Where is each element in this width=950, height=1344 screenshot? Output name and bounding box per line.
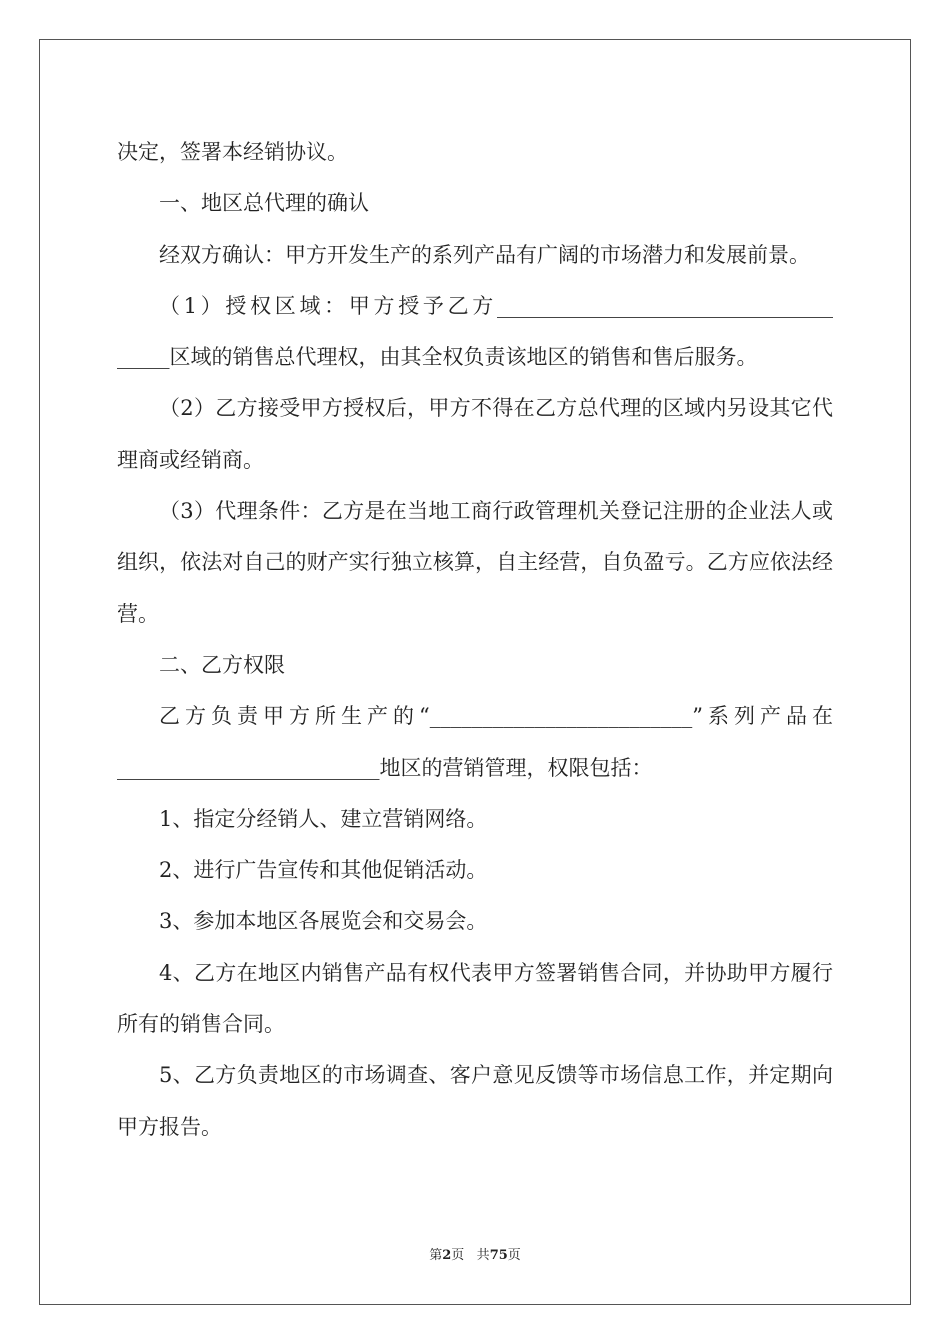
paragraph: （1）授权区域：甲方授予乙方________________________________ _____区域的销售总代理权，由其全权负责该地区的销售和售后服务。 [117,293,833,370]
document-body [117,127,833,1153]
section-heading: 一、地区总代理的确认 [159,191,369,216]
paragraph: （2）乙方接受甲方授权后，甲方不得在乙方总代理的区域内另设其它代理商或经销商。 [117,396,833,472]
list-item: 4、乙方在地区内销售产品有权代表甲方签署销售合同，并协助甲方履行所有的销售合同。 [117,960,833,1037]
paragraph: 经双方确认：甲方开发生产的系列产品有广阔的市场潜力和发展前景。 [159,242,810,267]
total-suffix: 页 [507,1248,521,1263]
paragraph: （3）代理条件：乙方是在当地工商行政管理机关登记注册的企业法人或组织，依法对自己的财产实行独立核算，自主经营，自负盈亏。乙方应依法经营。 [117,499,833,626]
page-suffix: 页 [451,1248,465,1263]
page-prefix: 第 [429,1248,443,1263]
paragraph: 乙方负责甲方所生产的“_________________________”系列产品在_________________________地区的营销管理，权限包括： [117,704,833,780]
page-number: 2 [442,1248,452,1263]
list-item: 1、指定分经销人、建立营销网络。 [159,806,488,831]
paragraph: 决定，签署本经销协议。 [117,140,348,164]
total-prefix: 共 [476,1248,490,1263]
section-heading: 二、乙方权限 [159,652,285,677]
total-pages: 75 [489,1248,508,1263]
list-item: 3、参加本地区各展览会和交易会。 [159,909,488,934]
list-item: 5、乙方负责地区的市场调查、客户意见反馈等市场信息工作，并定期向甲方报告。 [117,1063,833,1139]
list-item: 2、进行广告宣传和其他促销活动。 [159,858,488,883]
page-footer [0,1244,950,1263]
